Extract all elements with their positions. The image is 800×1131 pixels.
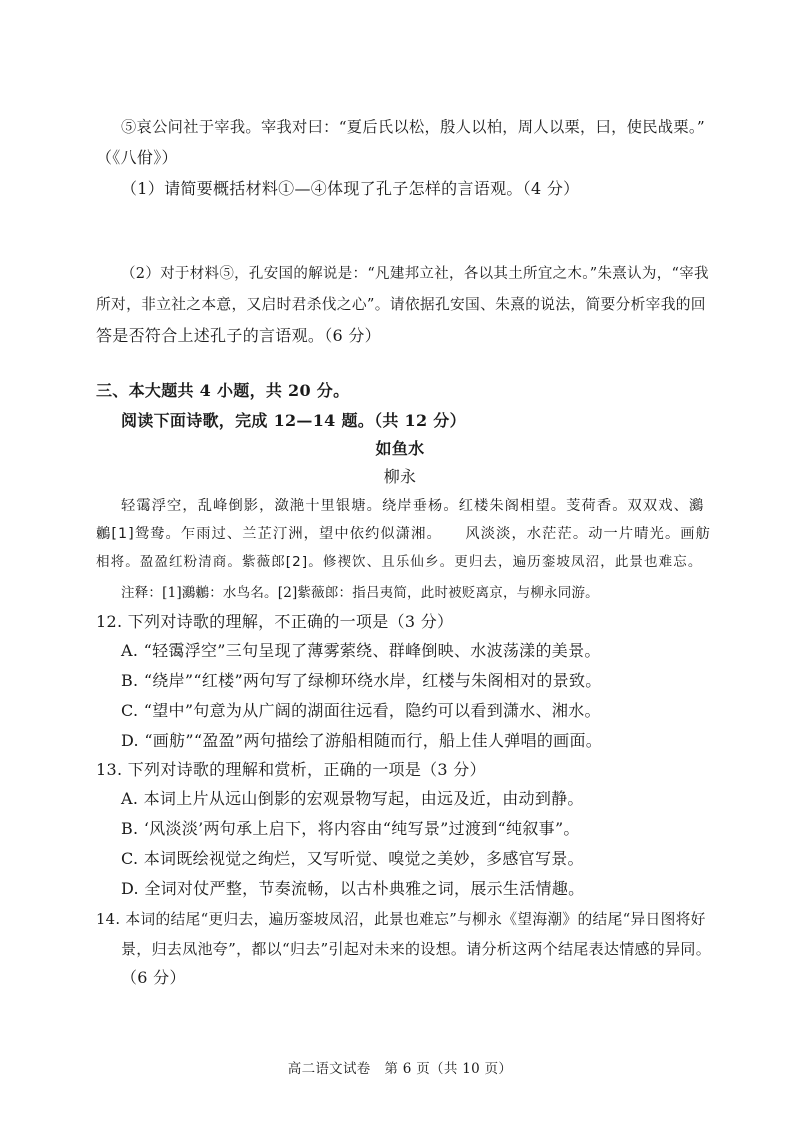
q11-part2-line1: （2）对于材料⑤，孔安国的解说是：“凡建邦立社，各以其土所宜之木。”朱熹认为，“宰我	[121, 266, 709, 282]
q11-part1: （1）请简要概括材料①—④体现了孔子怎样的言语观。（4 分）	[121, 179, 580, 198]
q12-option-b: B. “绕岸”“红楼”两句写了绿柳环绕水岸，红楼与朱阁相对的景致。	[121, 671, 602, 690]
q12-stem: 12. 下列对诗歌的理解，不正确的一项是（3 分）	[96, 612, 454, 631]
poem-line-1: 轻霭浮空，乱峰倒影，潋滟十里银塘。绕岸垂杨。红楼朱阁相望。芰荷香。双双戏、鸂	[121, 498, 705, 514]
q13-option-a: A. 本词上片从远山倒影的宏观景物写起，由远及近，由动到静。	[121, 789, 584, 808]
q14-line3: （6 分）	[121, 968, 186, 987]
q11-part2-line3: 答是否符合上述孔子的言语观。（6 分）	[96, 326, 381, 345]
poem-line-2: 鶒[1]鸳鸯。乍雨过、兰芷汀洲，望中依约似潇湘。 风淡淡，水茫茫。动一片晴光。画舫	[96, 526, 712, 542]
poem-author: 柳永	[383, 467, 417, 486]
q11-part2-line2: 所对，非立社之本意，又启时君杀伐之心”。请依据孔安国、朱熹的说法，简要分析宰我的回	[96, 296, 706, 313]
section3-instruction: 阅读下面诗歌，完成 12—14 题。（共 12 分）	[121, 411, 466, 430]
q13-option-b: B. ‘风淡淡’两句承上启下，将内容由“纯写景”过渡到“纯叙事”。	[121, 819, 580, 838]
q12-option-c: C. “望中”句意为从广阔的湖面往远看，隐约可以看到潇水、湘水。	[121, 701, 601, 720]
poem-title: 如鱼水	[375, 439, 425, 458]
poem-note: 注释：[1]鸂鶒：水鸟名。[2]紫薇郎：指吕夷简，此时被贬离京，与柳永同游。	[121, 585, 599, 601]
material5-line1: ⑤哀公问社于宰我。宰我对曰：“夏后氏以松，殷人以柏，周人以栗，曰，使民战栗。”	[121, 118, 705, 136]
section3-heading: 三、本大题共 4 小题，共 20 分。	[96, 381, 350, 400]
page-footer: 高二语文试卷 第 6 页（共 10 页）	[287, 1061, 513, 1077]
material5-source: （《八佾》）	[96, 148, 178, 167]
q12-option-d: D. “画舫”“盈盈”两句描绘了游船相随而行，船上佳人弹唱的画面。	[121, 731, 603, 750]
q14-line1: 14. 本词的结尾“更归去，遍历銮坡凤沼，此景也难忘”与柳永《望海潮》的结尾“异日图将好	[96, 911, 706, 928]
q13-stem: 13. 下列对诗歌的理解和赏析，正确的一项是（3 分）	[96, 760, 486, 779]
poem-line-3: 相将。盈盈红粉清商。紫薇郎[2]。修禊饮、且乐仙乡。更归去，遍历銮坡凤沼，此景也难忘。	[96, 554, 703, 570]
q13-option-c: C. 本词既绘视觉之绚烂，又写听觉、嗅觉之美妙，多感官写景。	[121, 849, 584, 868]
q12-option-a: A. “轻霭浮空”三句呈现了薄雾萦绕、群峰倒映、水波荡漾的美景。	[121, 641, 601, 660]
q13-option-d: D. 全词对仗严整，节奏流畅，以古朴典雅之词，展示生活情趣。	[121, 879, 585, 898]
q14-line2: 景，归去凤池夸”，都以“归去”引起对未来的设想。请分析这两个结尾表达情感的异同。	[121, 940, 712, 958]
